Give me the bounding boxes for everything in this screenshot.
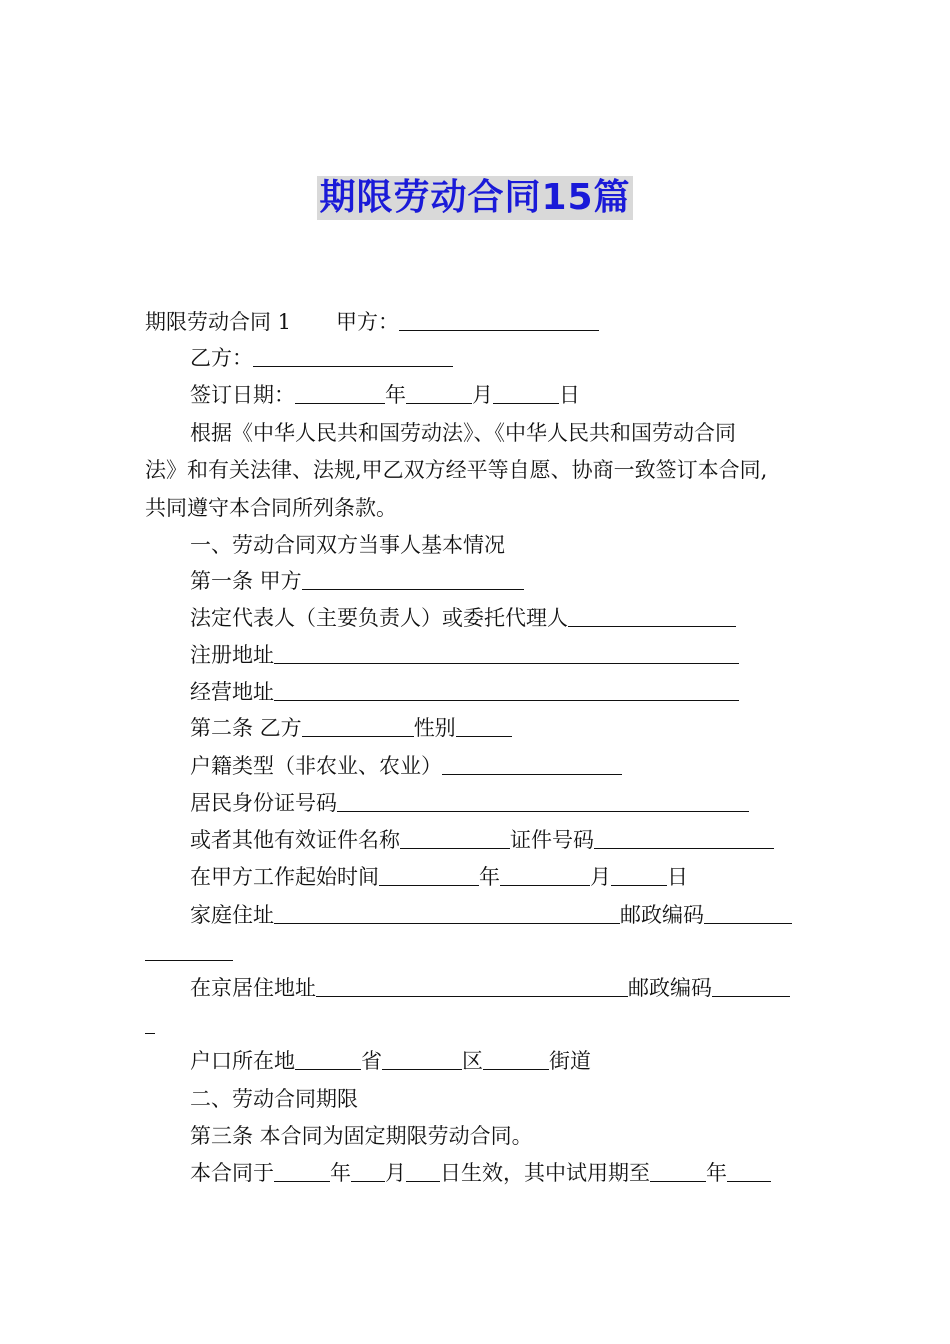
- hukou-type-blank[interactable]: [442, 754, 622, 775]
- start-year-blank[interactable]: [379, 865, 479, 886]
- biz-addr-label: 经营地址: [190, 680, 274, 704]
- day-label: 日: [559, 383, 580, 407]
- sign-date-label: 签订日期：: [190, 383, 295, 407]
- line-start-time: [190, 862, 688, 892]
- hukou-location-label: 户口所在地: [190, 1049, 295, 1073]
- district-blank[interactable]: [382, 1049, 462, 1070]
- province-blank[interactable]: [295, 1049, 361, 1070]
- cert-number-label: 证件号码: [510, 828, 594, 852]
- eff-day-blank[interactable]: [406, 1161, 440, 1182]
- district-label: 区: [462, 1049, 483, 1073]
- line-hukou-location: [190, 1046, 591, 1076]
- reg-addr-blank[interactable]: [274, 643, 739, 664]
- home-postcode-blank-cont[interactable]: [145, 940, 233, 961]
- paragraph-line-2: 法》和有关法律、法规,甲乙双方经平等自愿、协商一致签订本合同,: [145, 458, 768, 482]
- start-day-blank[interactable]: [611, 865, 667, 886]
- sign-day-blank[interactable]: [493, 383, 559, 404]
- party-a-blank[interactable]: [399, 310, 599, 331]
- street-blank[interactable]: [483, 1049, 549, 1070]
- other-cert-label: 或者其他有效证件名称: [190, 828, 400, 852]
- street-label: 街道: [549, 1049, 591, 1073]
- bj-addr-blank[interactable]: [316, 976, 628, 997]
- line-home-addr: [190, 900, 792, 930]
- year-label: 年: [330, 1161, 351, 1185]
- other-cert-blank[interactable]: [400, 828, 510, 849]
- line-effective-date: [190, 1158, 771, 1188]
- bj-addr-label: 在京居住地址: [190, 976, 316, 1000]
- month-label: 月: [385, 1161, 406, 1185]
- trial-period-label: 日生效，其中试用期至: [440, 1161, 650, 1185]
- home-postcode-blank[interactable]: [704, 903, 792, 924]
- month-label: 月: [472, 383, 493, 407]
- legal-rep-label: 法定代表人（主要负责人）或委托代理人: [190, 606, 568, 630]
- line-legal-rep: [190, 603, 736, 633]
- party-a-name-blank[interactable]: [302, 569, 524, 590]
- section-1-heading: 一、劳动合同双方当事人基本情况: [190, 533, 505, 557]
- line-hukou-type: [190, 751, 622, 781]
- paragraph-line-1: 根据《中华人民共和国劳动法》、《中华人民共和国劳动合同: [190, 421, 736, 445]
- postcode-label: 邮政编码: [620, 903, 704, 927]
- line-contract-1: [145, 307, 599, 337]
- title-area: [0, 176, 950, 220]
- eff-month-blank[interactable]: [351, 1161, 385, 1182]
- paragraph-line-3: 共同遵守本合同所列条款。: [145, 496, 397, 520]
- line-article-1: [190, 566, 524, 596]
- cert-number-blank[interactable]: [594, 828, 774, 849]
- gender-blank[interactable]: [456, 716, 512, 737]
- day-label: 日: [667, 865, 688, 889]
- party-a-label: 甲方：: [336, 310, 400, 334]
- article-2-label: 第二条 乙方: [190, 716, 302, 740]
- province-label: 省: [361, 1049, 382, 1073]
- line-party-b: [190, 343, 453, 373]
- line-bj-postcode-cont: [145, 1010, 155, 1040]
- line-other-cert: [190, 825, 774, 855]
- line-home-postcode-cont: [145, 937, 233, 967]
- reg-addr-label: 注册地址: [190, 643, 274, 667]
- line-article-3: 第三条 本合同为固定期限劳动合同。: [190, 1124, 533, 1148]
- bj-postcode-blank-cont[interactable]: [145, 1013, 155, 1034]
- eff-year-blank[interactable]: [274, 1161, 330, 1182]
- trial-month-blank[interactable]: [727, 1161, 771, 1182]
- legal-rep-blank[interactable]: [568, 606, 736, 627]
- article-1-label: 第一条 甲方: [190, 569, 302, 593]
- id-number-blank[interactable]: [337, 791, 749, 812]
- line-article-2: [190, 713, 512, 743]
- trial-year-blank[interactable]: [650, 1161, 706, 1182]
- postcode-label: 邮政编码: [628, 976, 712, 1000]
- line-sign-date: [190, 380, 580, 410]
- line-biz-addr: [190, 677, 739, 707]
- biz-addr-blank[interactable]: [274, 680, 739, 701]
- party-b-label: 乙方：: [190, 346, 253, 370]
- start-month-blank[interactable]: [500, 865, 590, 886]
- document-title: 期限劳动合同15篇: [319, 177, 631, 218]
- month-label: 月: [590, 865, 611, 889]
- year-label: 年: [385, 383, 406, 407]
- home-addr-blank[interactable]: [274, 903, 620, 924]
- home-addr-label: 家庭住址: [190, 903, 274, 927]
- hukou-type-label: 户籍类型（非农业、农业）: [190, 754, 442, 778]
- party-b-name-blank[interactable]: [302, 716, 414, 737]
- section-2-heading: 二、劳动合同期限: [190, 1087, 358, 1111]
- contract-number: 期限劳动合同 1: [145, 310, 292, 334]
- year-label: 年: [479, 865, 500, 889]
- year-label: 年: [706, 1161, 727, 1185]
- effective-label: 本合同于: [190, 1161, 274, 1185]
- line-bj-addr: [190, 973, 790, 1003]
- gender-label: 性别: [413, 716, 456, 740]
- line-reg-addr: [190, 640, 739, 670]
- bj-postcode-blank[interactable]: [712, 976, 790, 997]
- sign-month-blank[interactable]: [406, 383, 472, 404]
- sign-year-blank[interactable]: [295, 383, 385, 404]
- start-time-label: 在甲方工作起始时间: [190, 865, 379, 889]
- party-b-blank[interactable]: [253, 346, 453, 367]
- id-number-label: 居民身份证号码: [190, 791, 337, 815]
- line-id-number: [190, 788, 749, 818]
